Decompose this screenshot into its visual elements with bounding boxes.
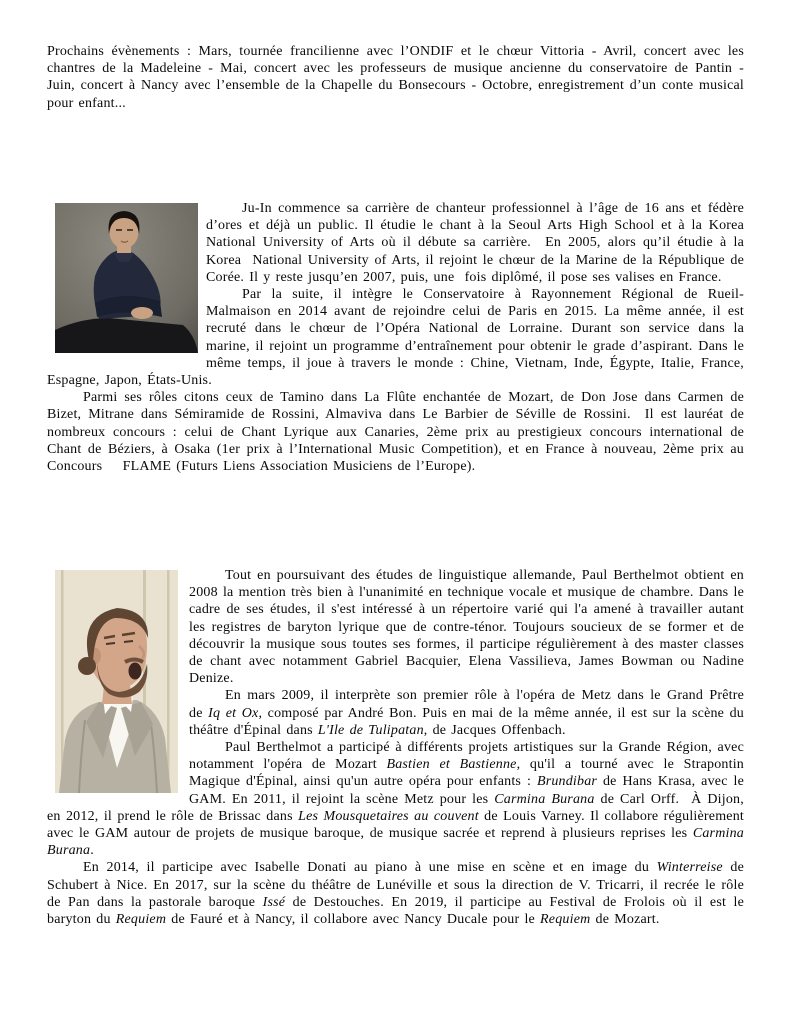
section-berthelmot-bio bbox=[47, 567, 744, 928]
paragraph-juin-3 bbox=[47, 389, 744, 475]
text-run: En mars 2009, il interprète son premier rôle à l'opéra de Metz dans le Grand Prêtre de bbox=[189, 688, 744, 721]
paragraph-berthelmot-4 bbox=[47, 859, 744, 928]
work-title-italic: Requiem bbox=[115, 912, 167, 928]
work-title-italic: Issé bbox=[262, 894, 286, 910]
text-run: , de Jacques Offenbach. bbox=[423, 722, 566, 738]
paragraph-upcoming-events bbox=[47, 43, 744, 112]
intro-block bbox=[47, 43, 744, 112]
text-run: de Mozart. bbox=[590, 912, 660, 928]
juin-portrait-photo bbox=[55, 203, 198, 353]
text-run: de Fauré et à Nancy, il collabore avec Nancy Ducale pour le bbox=[166, 912, 541, 928]
berthelmot-portrait-illustration bbox=[55, 570, 178, 793]
work-title-italic: Brundibar bbox=[536, 774, 598, 790]
text-run: Ju-In commence sa carrière de chanteur professionnel à l’âge de 16 ans et fédère d’ores et déjà un public. Il étudie le chant à la Seoul Arts High School et à la Korea National University of Arts où il débute sa carrière. En 2005, alors qu’il étudie à la Korea National University of Arts, il rejoint le chœur de la Marine de la République de Corée. Il y reste jusqu’en 2007, puis, une fois diplômé, il pose ses valises en France. bbox=[206, 201, 744, 285]
work-title-italic: Carmina Burana bbox=[47, 826, 744, 859]
text-run: Tout en poursuivant des études de linguistique allemande, Paul Berthelmot obtient en 2008 la mention très bien à l'unanimité en technique vocale et musique de chambre. Dans le cadre de ses études, il s'est intéressé à un répertoire varié qui l'a amené à travailler autant les registres de baryton lyrique que de contre-ténor. Toujours soucieux de se former et de découvrir la musique sous toutes ses formes, il participe régulièrement à des master classes de chant avec notamment Gabriel Bacquier, Elena Vassilieva, James Bowman ou Nadine Denize. bbox=[189, 568, 744, 687]
work-title-italic: Bastien et Bastienne bbox=[386, 757, 517, 773]
text-run: de Schubert à Nice. En 2017, sur la scène du théâtre de Lunéville et sous la direction de V. Tricarri, il recrée le rôle de Pan dans la pastorale baroque bbox=[47, 860, 744, 910]
text-run: Parmi ses rôles citons ceux de Tamino dans La Flûte enchantée de Mozart, de Don Jose dans Carmen de Bizet, Mitrane dans Sémiramide de Rossini, Almaviva dans Le Barbier de Séville de Rossini. Il est lauréat de nombreux concours : celui de Chant Lyrique aux Canaries, 2ème prix au prestigieux concours international de Chant de Béziers, à Osaka (1er prix à l’International Music Competition), et en France à nouveau, 2ème prix au Concours FLAME (Futurs Liens Association Musiciens de l’Europe). bbox=[47, 390, 744, 475]
berthelmot-portrait-artwork bbox=[55, 570, 178, 793]
text-run: de Louis Varney. Il collabore régulièrement avec le GAM autour de projets de musique baroque, de musique sacrée et reprend à plusieurs reprises les bbox=[47, 808, 744, 842]
juin-portrait-artwork bbox=[55, 203, 198, 353]
text-run: . bbox=[90, 843, 94, 859]
text-run: de Hans Krasa, avec le GAM. En 2011, il rejoint la scène Metz pour les bbox=[189, 774, 744, 807]
text-run: , qu'il a tourné avec le Strapontin Magique d'Épinal, ainsi qu'un autre opéra pour enfants : bbox=[189, 757, 744, 790]
text-run: de Destouches. En 2019, il participe au Festival de Frolois où il est le baryton du bbox=[47, 894, 744, 928]
work-title-italic: Carmina Burana bbox=[494, 791, 595, 807]
work-title-italic: Winterreise bbox=[656, 860, 723, 876]
work-title-italic: Requiem bbox=[540, 912, 591, 928]
text-run: , composé par André Bon. Puis en mai de la même année, il est sur la scène du théâtre d'Épinal dans bbox=[189, 705, 745, 738]
text-run: de Carl Orff. À Dijon, en 2012, il prend le rôle de Brissac dans bbox=[47, 791, 744, 824]
section-juin-bio bbox=[47, 200, 744, 475]
text-run: Prochains évènements : Mars, tournée francilienne avec l’ONDIF et le chœur Vittoria - Avril, concert avec les chantres de la Madeleine - Mai, concert avec les professeurs de musique ancienne du conservatoire de Pantin - Juin, concert à Nancy avec l’ensemble de la Chapelle du Bonsecours - Octobre, enregistrement d’un conte musical pour enfant... bbox=[47, 44, 744, 111]
text-run: Paul Berthelmot a participé à différents projets artistiques sur la Grande Région, avec notamment l'opéra de Mozart bbox=[189, 740, 744, 773]
text-run: En 2014, il participe avec Isabelle Donati au piano à une mise en scène et en image du bbox=[83, 860, 657, 876]
work-title-italic: L'Ile de Tulipatan bbox=[317, 722, 424, 738]
work-title-italic: Les Mousquetaires au couvent bbox=[298, 808, 479, 824]
juin-portrait-illustration bbox=[55, 203, 198, 353]
text-run: Par la suite, il intègre le Conservatoire à Rayonnement Régional de Rueil- Malmaison en 2014 avant de rejoindre celui de Paris en 2015. La même année, il est recruté dans le chœur de l’Opéra National de Lorraine. Durant son service dans la marine, il rejoint un programme d’entraînement pour obtenir le grade d’aspirant. Dans le même temps, il joue à travers le monde : Chine, Vietnam, Inde, Égypte, Italie, France, Espagne, Japon, États-Unis. bbox=[47, 287, 744, 389]
berthelmot-portrait-photo bbox=[55, 570, 178, 793]
work-title-italic: Iq et Ox bbox=[208, 705, 259, 721]
